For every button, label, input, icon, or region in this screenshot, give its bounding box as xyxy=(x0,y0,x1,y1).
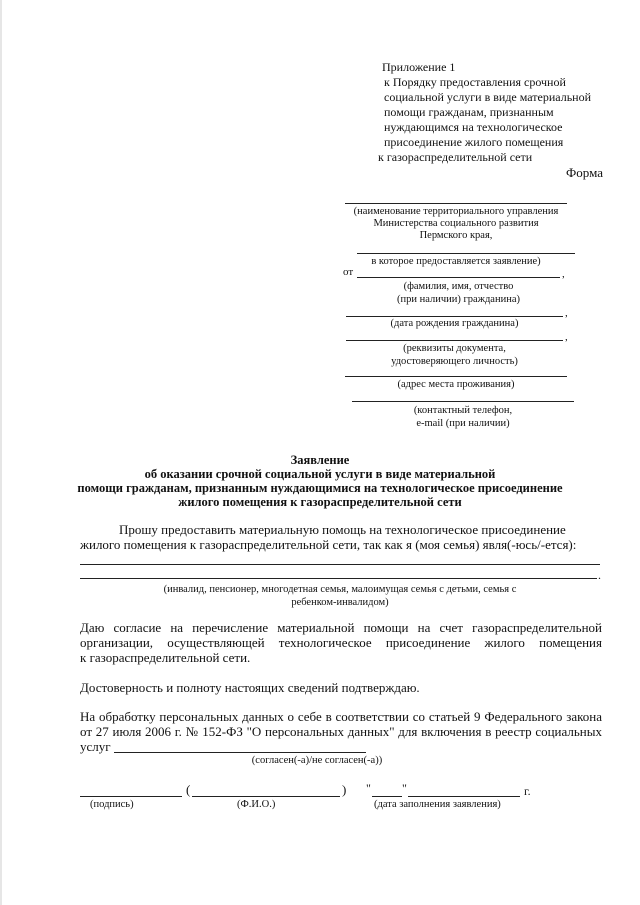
date-caption: (дата заполнения заявления) xyxy=(374,799,501,810)
document-field-line[interactable] xyxy=(346,340,563,341)
authority-caption: (наименование территориального управления Министерства социального развития Пермского края, xyxy=(353,206,559,241)
fio-caption: (фамилия, имя, отчество (при наличии) гражданина) xyxy=(397,281,520,305)
consent-choice-field-line[interactable] xyxy=(114,752,366,753)
request-line-2: жилого помещения к газораспределительной сети, так как я (моя семья) явля(-юсь/-ется): xyxy=(80,537,577,552)
date-day-field-line[interactable] xyxy=(372,796,402,797)
contact-field-line[interactable] xyxy=(352,401,574,402)
signer-fio-field-line[interactable] xyxy=(192,796,340,797)
category-line-period: . xyxy=(598,568,601,582)
from-label: от xyxy=(343,266,354,278)
birthdate-line-comma: , xyxy=(565,307,568,319)
year-suffix: г. xyxy=(524,784,531,798)
appendix-line: нуждающимся на технологическое xyxy=(384,120,563,134)
consent-transfer-line-1: Даю согласие на перечисление материальной помощи на счет газораспределительной xyxy=(80,620,602,635)
appendix-line: к Порядку предоставления срочной xyxy=(384,75,566,89)
appendix-line: к газораспределительной сети xyxy=(378,150,533,164)
birthdate-caption: (дата рождения гражданина) xyxy=(390,318,519,329)
personal-data-line-1: На обработку персональных данных о себе в соответствии со статьей 9 Федерального закона xyxy=(80,709,602,724)
appendix-line: социальной услуги в виде материальной xyxy=(384,90,592,104)
form-label: Форма xyxy=(566,165,603,180)
address-field-line[interactable] xyxy=(345,376,567,377)
category-field-line-1[interactable] xyxy=(80,564,600,565)
contact-caption: (контактный телефон, e-mail (при наличии) xyxy=(413,405,513,429)
submit-place-caption: в которое предоставляется заявление) xyxy=(371,256,541,267)
category-field-line-2[interactable] xyxy=(80,578,597,579)
authority-field-line[interactable] xyxy=(345,203,567,204)
appendix-line: присоединение жилого помещения xyxy=(384,135,564,149)
fio-close-paren: ) xyxy=(342,782,347,797)
birthdate-field-line[interactable] xyxy=(346,316,563,317)
document-caption: (реквизиты документа, удостоверяющего личность) xyxy=(391,343,518,367)
fio-open-paren: ( xyxy=(186,782,191,797)
date-quote-close: " xyxy=(402,781,407,795)
address-caption: (адрес места проживания) xyxy=(397,379,515,390)
personal-data-line-2: от 27 июля 2006 г. № 152-ФЗ "О персональных данных" для включения в реестр социальных xyxy=(80,724,602,739)
date-quote-open: " xyxy=(366,781,371,795)
signature-caption: (подпись) xyxy=(90,799,134,810)
personal-data-line-3: услуг xyxy=(80,739,111,754)
consent-choice-caption: (согласен(-а)/не согласен(-а)) xyxy=(251,755,383,766)
fio-field-line[interactable] xyxy=(357,277,560,278)
signature-field-line[interactable] xyxy=(80,796,182,797)
confirmation-text: Достоверность и полноту настоящих сведений подтверждаю. xyxy=(80,680,420,695)
consent-transfer-line-2: организации, осуществляющей технологическое присоединение жилого помещения xyxy=(80,635,602,650)
submit-place-field-line[interactable] xyxy=(357,253,575,254)
document-title: Заявление об оказании срочной социальной услуги в виде материальной помощи гражданам, признанным нуждающимися на технологическое присоединение жилого помещения к газораспределительной сети xyxy=(77,453,563,509)
appendix-line: помощи гражданам, признанным xyxy=(384,105,554,119)
appendix-line: Приложение 1 xyxy=(382,60,456,74)
scan-edge xyxy=(0,0,2,905)
signer-fio-caption: (Ф.И.О.) xyxy=(237,799,276,810)
consent-transfer-line-3: к газораспределительной сети. xyxy=(80,650,251,665)
category-caption: (инвалид, пенсионер, многодетная семья, малоимущая семья с детьми, семья с ребенком-инвалидом) xyxy=(163,584,517,608)
document-line-comma: , xyxy=(565,331,568,343)
fio-line-comma: , xyxy=(562,268,565,280)
request-line-1: Прошу предоставить материальную помощь на технологическое присоединение xyxy=(119,522,566,537)
appendix-block xyxy=(370,60,591,165)
date-month-year-field-line[interactable] xyxy=(408,796,520,797)
